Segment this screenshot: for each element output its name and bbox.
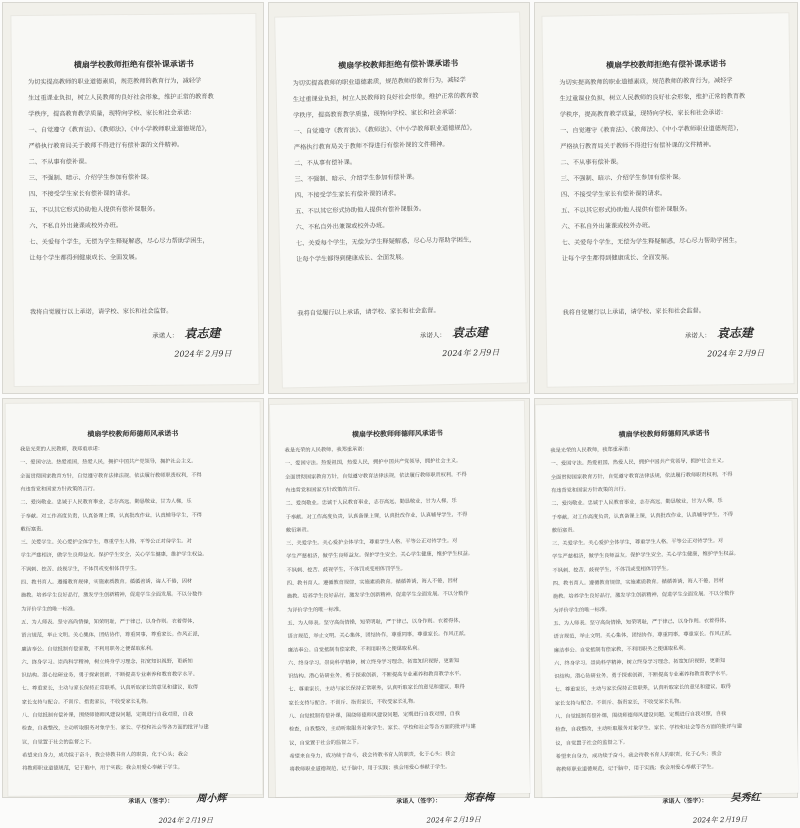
- pledge-title: 横扇学校教师拒绝有偿补课承诺书: [338, 58, 459, 71]
- pledge-line: 三、关爱学生。关心爱护全体学生，尊重学生人格，平等公正对待学生。对: [20, 538, 192, 546]
- pledge-line: 施教。培养学生良好品行，激发学生创新精神，促进学生全面发展。不以分数作: [552, 591, 735, 601]
- pledge-line: 二、爱岗敬业。忠诚于人民教育事业，志存高远，勤恳敬业，甘为人梯，乐: [285, 498, 457, 507]
- pledge-line: 识结构。潜心钻研业务，勇于探索创新，不断提高专业素养和教育教学水平。: [288, 671, 465, 680]
- pledge-line: 于奉献。对工作高度负责，认真备课上课，认真批改作业，认真辅导学生，不得: [285, 511, 468, 521]
- pledge-line: 五、不以其它形式协助他人提供有偿补课服务。: [29, 205, 160, 214]
- photo-5: [268, 398, 530, 825]
- pledge-line: 学生严慈相济，做学生良师益友。保护学生安全，关心学生健康，维护学生权益。: [20, 551, 208, 560]
- pledge-line: 于奉献。对工作高度负责，认真备课上课，认真批改作业，认真辅导学生，不得: [20, 512, 203, 520]
- pledge-line: 有违背党和国家方针政策的言行。: [20, 486, 99, 493]
- pledge-page: [11, 14, 258, 386]
- pledge-line: 一、爱国守法。热爱祖国，热爱人民，拥护中国共产党领导，拥护社会主义。: [20, 458, 197, 467]
- pledge-line: 五、为人师表。坚守高尚情操，知荣明耻，严于律己，以身作则。衣着得体，: [287, 617, 464, 627]
- pledge-line: 检查，自我整改，主动听取服务对象学生、家长、学校和社会等各方面的批评与建: [555, 724, 743, 734]
- pledge-line: 我将自觉履行以上承诺，请学校、家长和社会监督。: [29, 307, 173, 316]
- pledge-line: 敷衍塞责。: [285, 527, 312, 534]
- pledge-line: 让每个学生都得到健康成长、全面发展。: [29, 253, 141, 262]
- pledge-line: 不讽刺、挖苦、歧视学生，不体罚或变相体罚学生。: [20, 565, 141, 573]
- signer-label: 承诺人：: [152, 331, 179, 340]
- pledge-line: 五、不以其它形式协助他人提供有偿补课服务。: [295, 205, 426, 216]
- pledge-line: 廉洁奉公。自觉抵制有偿家教，不利用职务之便谋取私利。: [21, 645, 157, 653]
- handwritten-signature: 袁志建: [451, 325, 488, 340]
- pledge-line: 语言规范，举止文明。关心集体，团结协作，尊重同事，尊重家长。作风正派，: [553, 631, 736, 641]
- pledge-line: 三、关爱学生。关心爱护全体学生，尊重学生人格，平等公正对待学生。对: [551, 538, 724, 548]
- pledge-line: 七、关爱每个学生，无偿为学生释疑解惑，尽心尽力帮助学困生，: [295, 236, 476, 248]
- pledge-line: 让每个学生都得到健康成长、全面发展。: [561, 253, 674, 263]
- pledge-line: 五、不以其它形式协助他人提供有偿补课服务。: [561, 205, 692, 215]
- pledge-line: 七、关爱每个学生，无偿为学生释疑解惑，尽心尽力帮助学困生，: [561, 236, 742, 247]
- pledge-line: 学生严慈相济，做学生良师益友。保护学生安全，关心学生健康，维护学生权益。: [286, 551, 474, 561]
- pledge-line: 四、教书育人。遵循教育规律，实施素质教育。循循善诱，诲人不倦，因材: [286, 578, 458, 587]
- signature-date: 2024年 2月19日: [158, 816, 213, 826]
- pledge-line: 将教师职业道德规范，记于脑中，用于实践；我会用爱心奉献于学生。: [289, 764, 451, 773]
- pledge-line: 三、不强制、暗示、介绍学生参加有偿补课。: [560, 173, 685, 183]
- pledge-page: [270, 401, 530, 825]
- pledge-line: 议，自觉置于社会的监督之下。: [555, 739, 629, 747]
- pledge-line: 一、自觉遵守《教育法》、《教师法》、《中小学教师职业道德规范》，: [28, 125, 211, 134]
- pledge-line: 将教师职业道德规范，记于脑中，用于实践；我会用爱心奉献于学生。: [555, 764, 717, 774]
- pledge-line: 我是光荣的人民教师，我郑重承诺：: [550, 446, 634, 455]
- signature-date: 2024年 2月9日: [174, 349, 232, 359]
- pledge-line: 八、自觉抵制有偿补课，围绕师德师风建设问题，定期进行自我对照，自我: [21, 711, 194, 719]
- pledge-line: 六、不私自外出兼课或校外办班。: [295, 222, 389, 232]
- pledge-line: 二、爱岗敬业。忠诚于人民教育事业，志存高远，勤恳敬业，甘为人梯，乐: [20, 498, 192, 506]
- pledge-line: 严格执行教育局关于教师不得进行有偿补课的文件精神。: [28, 141, 184, 150]
- pledge-line: 生过重课业负担，树立人民教师的良好社会形象，维护正常的教育教: [559, 92, 746, 103]
- photo-4: [2, 398, 264, 826]
- pledge-line: 生过重课业负担，树立人民教师的良好社会形象，维护正常的教育教: [292, 92, 479, 104]
- pledge-page: [6, 402, 263, 826]
- pledge-line: 施教。培养学生良好品行，激发学生创新精神，促进学生全面发展。不以分数作: [20, 591, 203, 600]
- pledge-line: 五、为人师表。坚守高尚情操，知荣明耻，严于律己，以身作则。衣着得体，: [21, 618, 198, 626]
- pledge-line: 三、不强制、暗示、介绍学生参加有偿补课。: [294, 173, 419, 184]
- handwritten-signature: 周小辉: [196, 793, 227, 805]
- pledge-line: 七、关爱每个学生，无偿为学生释疑解惑，尽心尽力帮助学困生，: [29, 237, 209, 246]
- pledge-page: [536, 401, 799, 825]
- pledge-line: 学秩序，提高教育教学质量，现特向学校、家长和社会承诺：: [28, 109, 196, 118]
- pledge-line: 识结构。潜心钻研业务，勇于探索创新，不断提高专业素养和教育教学水平。: [21, 671, 198, 679]
- pledge-line: 八、自觉抵制有偿补课，围绕师德师风建设问题，定期进行自我对照，自我: [554, 710, 727, 720]
- pledge-line: 二、不从事有偿补课。: [294, 158, 357, 168]
- pledge-line: 全面贯彻国家教育方针，自觉遵守教育法律法规，依法履行教师职责权利，不得: [20, 472, 202, 480]
- pledge-line: 议，自觉置于社会的监督之下。: [289, 739, 362, 747]
- handwritten-signature: 郑春梅: [464, 792, 495, 805]
- signer-label: 承诺人：: [419, 331, 446, 340]
- pledge-line: 七、尊重家长，主动与家长保持正常联系，认真听取家长的意见和建议，取得: [21, 684, 199, 693]
- pledge-line: 一、爱国守法。热爱祖国，热爱人民，拥护中国共产党领导，拥护社会主义。: [550, 458, 728, 468]
- pledge-title: 横扇学校教师拒绝有偿补课承诺书: [606, 59, 727, 70]
- pledge-line: 为切实提高教师的职业道德素质，规范教师的教育行为，减轻学: [27, 77, 202, 86]
- pledge-line: 一、自觉遵守《教育法》、《教师法》、《中小学教师职业道德规范》，: [559, 124, 743, 135]
- handwritten-signature: 袁志建: [184, 326, 221, 341]
- signature-date: 2024年 2月9日: [442, 347, 500, 359]
- pledge-title: 横扇学校教师师德师风承诺书: [351, 429, 443, 439]
- pledge-line: 三、不强制、暗示、介绍学生参加有偿补课。: [28, 173, 153, 182]
- pledge-line: 七、尊重家长，主动与家长保持正常联系，认真听取家长的意见和建议，取得: [554, 684, 731, 694]
- pledge-line: 检查，自我整改，主动听取服务对象学生、家长、学校和社会等各方面的批评与建: [21, 724, 209, 733]
- pledge-line: 不讽刺、挖苦、歧视学生，不体罚或变相体罚学生。: [552, 565, 672, 574]
- pledge-line: 家长支持与配合。不训斥、指责家长，不收受家长礼物。: [288, 698, 419, 707]
- photo-6: [534, 398, 798, 825]
- pledge-title: 横扇学校教师师德师风承诺书: [87, 429, 179, 439]
- pledge-line: 我是光荣的人民教师，我郑重承诺：: [284, 446, 368, 454]
- pledge-line: 全面贯彻国家教育方针，自觉遵守教育法律法规，依法履行教师职责权利，不得: [285, 471, 467, 481]
- pledge-line: 不讽刺、挖苦、歧视学生，不体罚或变相体罚学生。: [286, 565, 406, 574]
- photo-2: [268, 2, 530, 394]
- pledge-page: [542, 13, 793, 386]
- pledge-line: 检查，自我整改，主动听取服务对象学生、家长、学校和社会等各方面的批评与建: [288, 724, 476, 734]
- signer-label: 承诺人：: [684, 331, 711, 340]
- pledge-line: 七、尊重家长，主动与家长保持正常联系，认真听取家长的意见和建议，取得: [288, 684, 465, 694]
- pledge-line: 家长支持与配合。不训斥、指责家长，不收受家长礼物。: [554, 698, 685, 707]
- signer-label: 承诺人（签字）：: [662, 797, 708, 806]
- pledge-line: 五、为人师表。坚守高尚情操，知荣明耻，严于律己，以身作则。衣着得体，: [553, 617, 730, 627]
- pledge-line: 四、不接受学生家长有偿补课的请求。: [560, 190, 667, 199]
- photo-3: [534, 2, 798, 394]
- pledge-line: 六、终身学习。崇尚科学精神，树立终身学习理念，拓宽知识视野，更新知: [21, 658, 193, 666]
- pledge-line: 一、爱国守法。热爱祖国，热爱人民，拥护中国共产党领导，拥护社会主义。: [284, 458, 462, 468]
- signature-date: 2024年 2月9日: [707, 348, 765, 359]
- pledge-line: 学生严慈相济，做学生良师益友。保护学生安全，关心学生健康，维护学生权益。: [552, 551, 740, 561]
- pledge-line: 四、不接受学生家长有偿补课的请求。: [294, 190, 401, 200]
- pledge-line: 希望来自身力，成功续于奋斗，我会待教书育人的职责，化于心头；我会: [555, 750, 722, 760]
- pledge-line: 于奉献。对工作高度负责，认真备课上课，认真批改作业，认真辅导学生，不得: [551, 511, 734, 521]
- pledge-line: 让每个学生都得到健康成长、全面发展。: [296, 253, 408, 264]
- pledge-line: 学秩序，提高教育教学质量，现特向学校、家长和社会承诺：: [293, 108, 461, 120]
- pledge-line: 家长支持与配合。不训斥、指责家长，不收受家长礼物。: [21, 698, 152, 706]
- pledge-line: 二、爱岗敬业。忠诚于人民教育事业，志存高远，勤恳敬业，甘为人梯，乐: [551, 498, 723, 508]
- pledge-line: 四、不接受学生家长有偿补课的请求。: [28, 190, 135, 198]
- pledge-line: 语言规范，举止文明。关心集体，团结协作，尊重同事，尊重家长。作风正派，: [287, 631, 470, 640]
- pledge-title: 横扇学校教师师德师风承诺书: [618, 429, 710, 439]
- pledge-line: 六、不私自外出兼课或校外办班。: [29, 222, 123, 230]
- photo-1: [2, 2, 264, 394]
- pledge-line: 生过重课业负担，树立人民教师的良好社会形象，维护正常的教育教: [28, 93, 214, 102]
- pledge-line: 三、关爱学生。关心爱护全体学生，尊重学生人格，平等公正对待学生。对: [286, 538, 458, 547]
- pledge-line: 我将自觉履行以上承诺，请学校、家长和社会监督。: [297, 307, 440, 318]
- pledge-line: 四、教书育人。遵循教育规律，实施素质教育。循循善诱，诲人不倦，因材: [20, 578, 193, 586]
- pledge-line: 希望来自身力，成功续于奋斗，我会待教书育人的职责，化于心头；我会: [289, 751, 456, 760]
- pledge-line: 施教。培养学生良好品行，激发学生创新精神，促进学生全面发展。不以分数作: [286, 591, 469, 601]
- pledge-line: 为切实提高教师的职业道德素质，规范教师的教育行为，减轻学: [292, 76, 466, 88]
- signer-label: 承诺人（签字）：: [128, 797, 174, 806]
- handwritten-signature: 袁志建: [716, 325, 753, 341]
- pledge-line: 为切实提高教师的职业道德素质，规范教师的教育行为，减轻学: [559, 77, 733, 87]
- pledge-line: 我是光荣的人民教师，我郑重承诺：: [19, 446, 103, 453]
- pledge-line: 为评价学生的唯一标准。: [553, 606, 611, 614]
- pledge-line: 严格执行教育局关于教师不得进行有偿补课的文件精神。: [560, 141, 715, 151]
- pledge-line: 二、不从事有偿补课。: [28, 158, 91, 166]
- pledge-line: 六、终身学习。崇尚科学精神，树立终身学习理念，拓宽知识视野，更新知: [554, 657, 726, 667]
- pledge-line: 二、不从事有偿补课。: [560, 158, 623, 167]
- pledge-line: 全面贯彻国家教育方针，自觉遵守教育法律法规，依法履行教师职责权利，不得: [550, 471, 733, 481]
- pledge-line: 希望来自身力，成功续于奋斗，我会待教书育人的职责，化于心头；我会: [22, 751, 189, 759]
- pledge-line: 议，自觉置于社会的监督之下。: [21, 738, 95, 746]
- pledge-title: 横扇学校教师拒绝有偿补课承诺书: [73, 59, 194, 70]
- pledge-page: [275, 12, 527, 387]
- pledge-line: 有违背党和国家方针政策的言行。: [285, 486, 364, 494]
- signer-label: 承诺人（签字）：: [396, 797, 442, 806]
- pledge-line: 为评价学生的唯一标准。: [287, 606, 345, 614]
- pledge-line: 为评价学生的唯一标准。: [21, 605, 79, 613]
- pledge-line: 四、教书育人。遵循教育规律，实施素质教育。循循善诱，诲人不倦，因材: [552, 578, 724, 587]
- pledge-line: 八、自觉抵制有偿补课，围绕师德师风建设问题，定期进行自我对照，自我: [288, 711, 461, 720]
- pledge-line: 廉洁奉公。自觉抵制有偿家教，不利用职务之便谋取私利。: [553, 645, 689, 654]
- pledge-line: 敷衍塞责。: [551, 527, 578, 534]
- pledge-line: 语言规范，举止文明。关心集体，团结协作，尊重同事，尊重家长。作风正派，: [21, 631, 203, 639]
- pledge-line: 敷衍塞责。: [20, 526, 47, 533]
- pledge-line: 学秩序，提高教育教学质量，现特向学校、家长和社会承诺：: [559, 109, 727, 119]
- signature-date: 2024年 2月19日: [426, 815, 481, 825]
- pledge-line: 廉洁奉公。自觉抵制有偿家教，不利用职务之便谋取私利。: [287, 645, 423, 654]
- pledge-line: 我将自觉履行以上承诺，请学校、家长和社会监督。: [562, 307, 705, 317]
- pledge-line: 六、终身学习。崇尚科学精神，树立终身学习理念，拓宽知识视野，更新知: [287, 657, 460, 667]
- signature-date: 2024年 2月19日: [692, 815, 748, 825]
- pledge-line: 严格执行教育局关于教师不得进行有偿补课的文件精神。: [293, 140, 449, 152]
- pledge-line: 一、自觉遵守《教育法》、《教师法》、《中小学教师职业道德规范》，: [293, 124, 477, 136]
- handwritten-signature: 吴秀红: [730, 792, 761, 805]
- pledge-line: 有违背党和国家方针政策的言行。: [551, 486, 629, 494]
- pledge-line: 识结构。潜心钻研业务，勇于探索创新，不断提高专业素养和教育教学水平。: [554, 670, 731, 681]
- pledge-line: 将教师职业道德规范，记于脑中，用于实践；我会用爱心奉献于学生。: [22, 764, 184, 772]
- pledge-line: 六、不私自外出兼课或校外办班。: [561, 222, 655, 231]
